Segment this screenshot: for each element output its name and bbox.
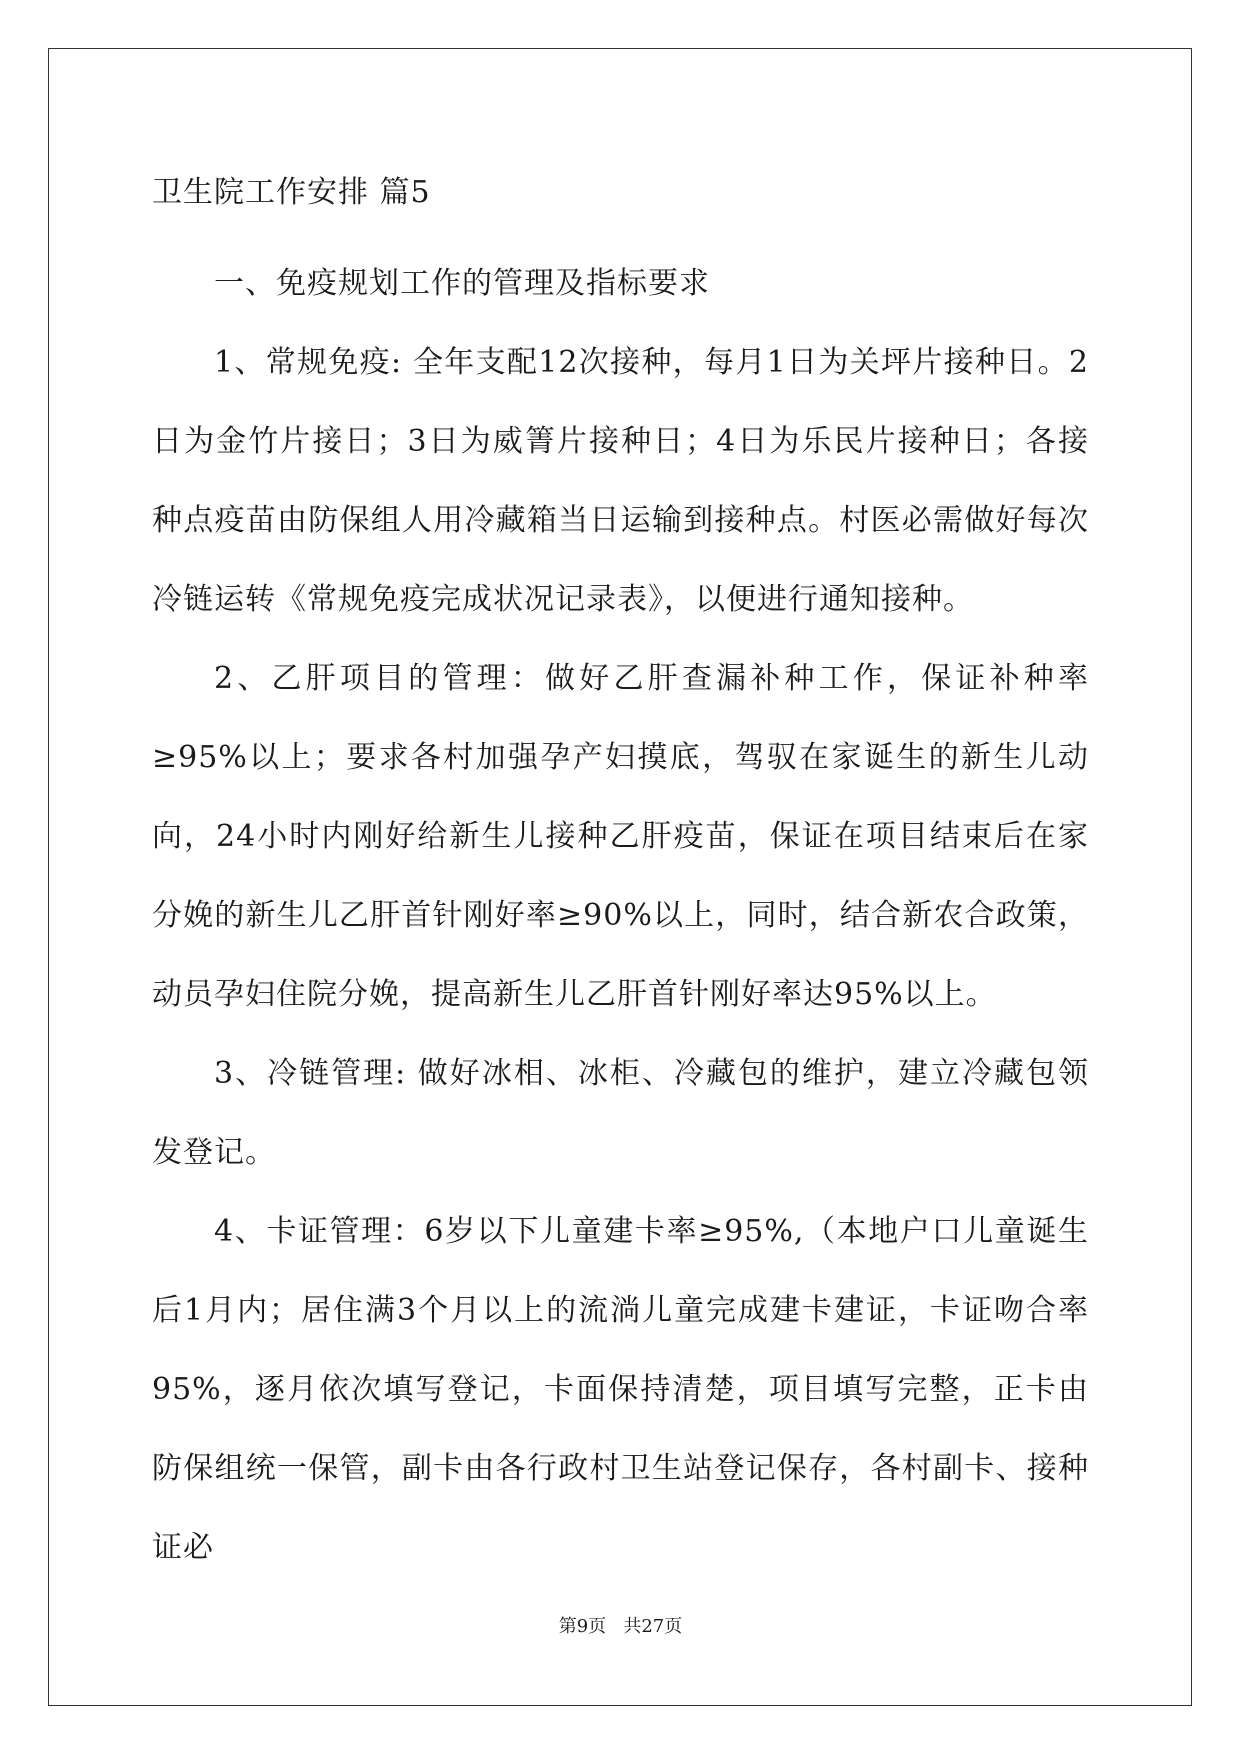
document-title: 卫生院工作安排 篇5: [152, 175, 431, 210]
section-heading: 一、免疫规划工作的管理及指标要求: [214, 266, 710, 301]
paragraph-card-management: 4、卡证管理：6岁以下儿童建卡率≥95%,（本地户口儿童诞生后1月内；居住满3个月以上的流淌儿童完成建卡建证，卡证吻合率95%，逐月依次填写登记，卡面保持清楚，项目填写完整，正卡由防保组统一保管，副卡由各行政村卫生站登记保存，各村副卡、接种证必: [152, 1214, 1089, 1565]
paragraph-hepatitis-b: 2、乙肝项目的管理：做好乙肝查漏补种工作，保证补种率≥95%以上；要求各村加强孕产妇摸底，驾驭在家诞生的新生儿动向，24小时内刚好给新生儿接种乙肝疫苗，保证在项目结束后在家分娩的新生儿乙肝首针刚好率≥90%以上，同时，结合新农合政策，动员孕妇住院分娩，提高新生儿乙肝首针刚好率达95%以上。: [152, 661, 1089, 1012]
page-total: 共27页: [623, 1616, 683, 1637]
page-footer: [0, 1615, 1241, 1639]
page-number: 第9页: [558, 1616, 607, 1637]
paragraph-cold-chain: 3、冷链管理: 做好冰相、冰柜、冷藏包的维护，建立冷藏包领发登记。: [152, 1056, 1089, 1170]
paragraph-routine-immunization: 1、常规免疫: 全年支配12次接种，每月1日为关坪片接种日。2日为金竹片接日；3日为威箐片接种日；4日为乐民片接种日；各接种点疫苗由防保组人用冷藏箱当日运输到接种点。村医必需做好每次冷链运转《常规免疫完成状况记录表》，以便进行通知接种。: [152, 345, 1089, 617]
document-body: [152, 244, 1089, 1587]
